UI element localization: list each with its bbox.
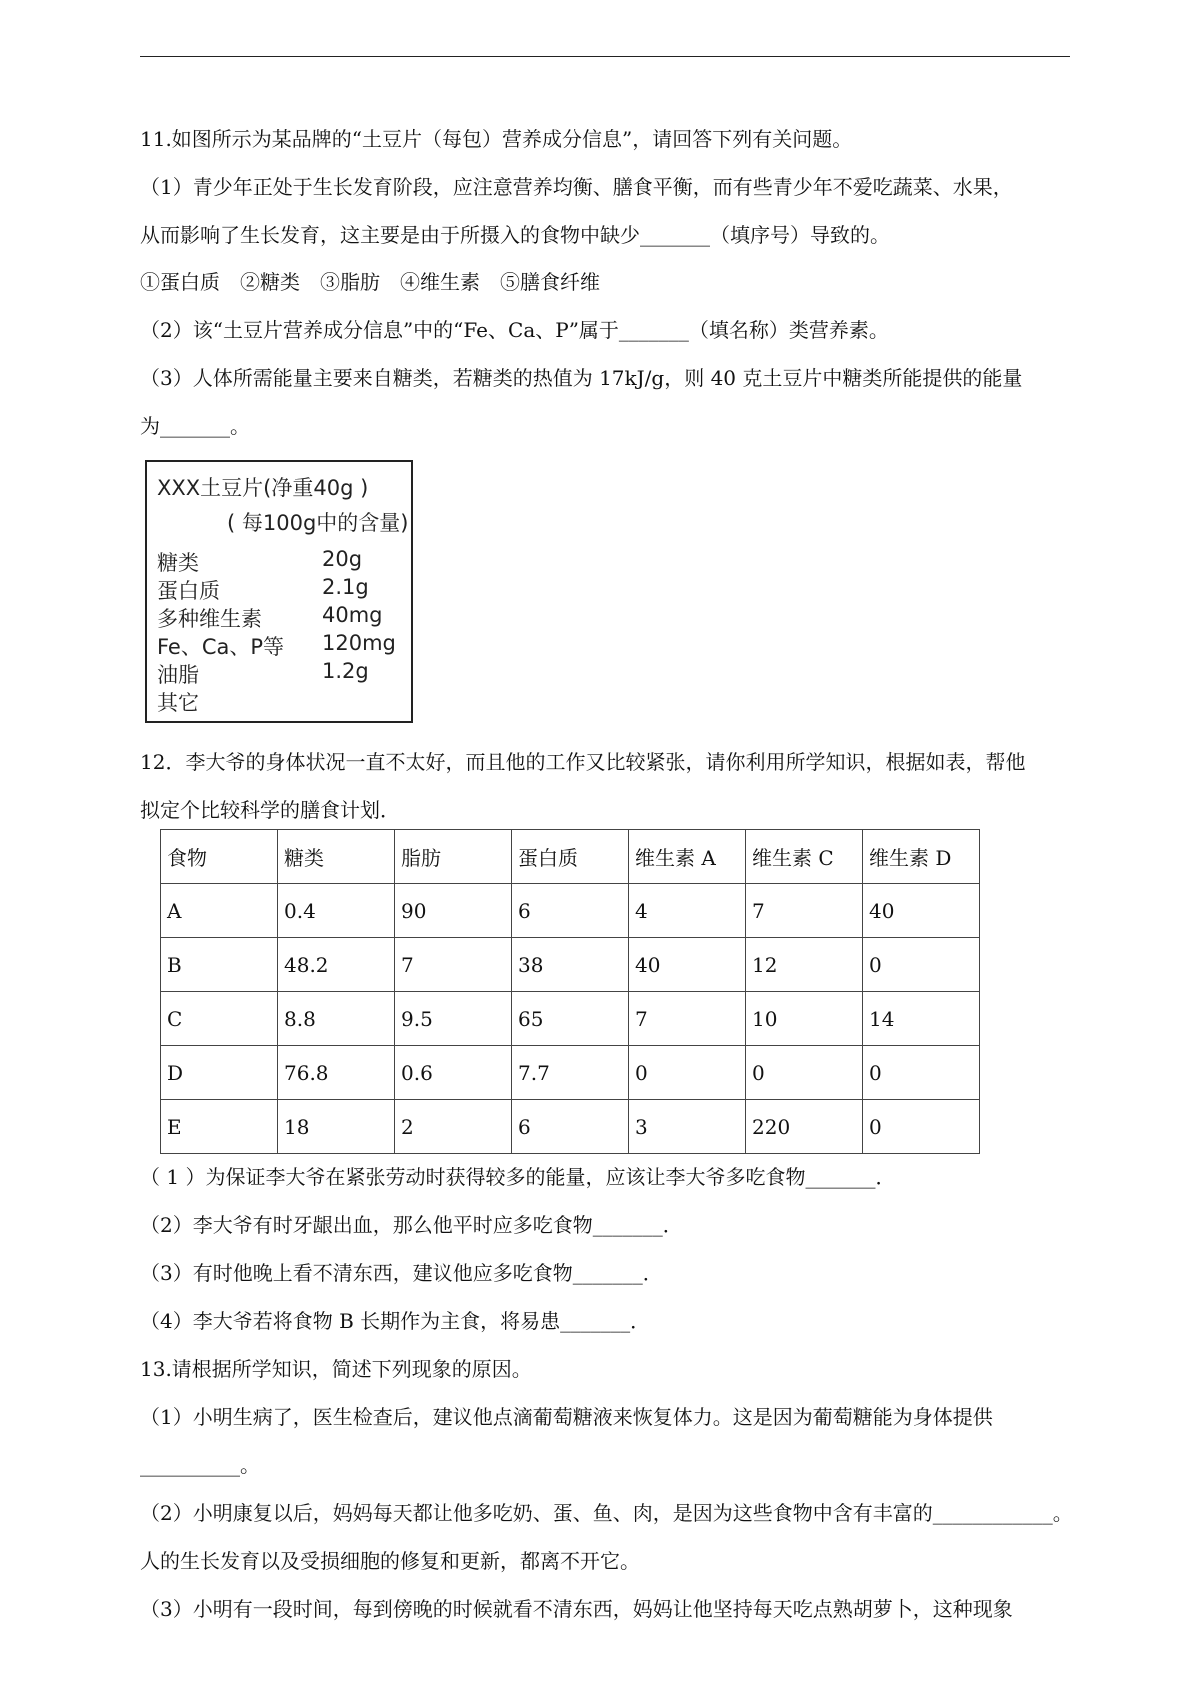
label-row-value: 1.2g [322, 659, 369, 683]
q11-title: 11.如图所示为某品牌的“土豆片（每包）营养成分信息”，请回答下列有关问题。 [140, 127, 853, 151]
table-cell: 3 [629, 1100, 746, 1154]
q11-part1-line1: （1）青少年正处于生长发育阶段，应注意营养均衡、膳食平衡，而有些青少年不爱吃蔬菜、水果， [140, 175, 1013, 199]
label-row-name: 其它 [157, 691, 199, 715]
label-row-value: 120mg [322, 631, 396, 655]
label-row-value: 2.1g [322, 575, 369, 599]
label-row [157, 631, 407, 659]
table-cell: 7 [395, 938, 512, 992]
q11-part2: （2）该“土豆片营养成分信息”中的“Fe、Ca、P”属于_______（填名称）类营养素。 [140, 318, 889, 342]
table-cell: E [161, 1100, 278, 1154]
table-row [161, 884, 980, 938]
table-cell: 14 [863, 992, 980, 1046]
table-header-cell: 维生素 A [629, 830, 746, 884]
table-cell: 6 [512, 1100, 629, 1154]
q12-sub1: （ 1 ）为保证李大爷在紧张劳动时获得较多的能量，应该让李大爷多吃食物_______． [140, 1165, 896, 1189]
table-cell: C [161, 992, 278, 1046]
header-rule [140, 56, 1070, 57]
label-row-value: 40mg [322, 603, 383, 627]
q11-part3-line2: 为_______。 [140, 414, 250, 438]
q11-options: ①蛋白质 ②糖类 ③脂肪 ④维生素 ⑤膳食纤维 [140, 270, 600, 294]
table-cell: D [161, 1046, 278, 1100]
table-cell: 65 [512, 992, 629, 1046]
q13-part3-line1: （3）小明有一段时间，每到傍晚的时候就看不清东西，妈妈让他坚持每天吃点熟胡萝卜，这种现象 [140, 1597, 1013, 1621]
nutrition-label [145, 460, 413, 723]
label-row [157, 603, 407, 631]
table-cell: 0 [863, 938, 980, 992]
table-cell: 18 [278, 1100, 395, 1154]
table-header-cell: 糖类 [278, 830, 395, 884]
label-row [157, 687, 407, 715]
table-cell: 40 [629, 938, 746, 992]
label-row-name: 油脂 [157, 663, 199, 687]
table-row [161, 992, 980, 1046]
table-cell: 0 [863, 1100, 980, 1154]
q12-sub4: （4）李大爷若将食物 B 长期作为主食，将易患_______． [140, 1309, 651, 1333]
table-cell: 7 [746, 884, 863, 938]
table-row [161, 1100, 980, 1154]
q12-intro-line2: 拟定个比较科学的膳食计划． [140, 798, 400, 822]
q13-part2-line2: 人的生长发育以及受损细胞的修复和更新，都离不开它。 [140, 1549, 640, 1573]
label-title: XXX土豆片(净重40g ) [157, 476, 369, 500]
label-row-value: 20g [322, 547, 363, 571]
label-row [157, 547, 407, 575]
table-cell: 8.8 [278, 992, 395, 1046]
table-cell: 90 [395, 884, 512, 938]
table-cell: 40 [863, 884, 980, 938]
table-cell: 0 [629, 1046, 746, 1100]
table-cell: 76.8 [278, 1046, 395, 1100]
q12-sub3: （3）有时他晚上看不清东西，建议他应多吃食物_______． [140, 1261, 663, 1285]
food-nutrition-table [160, 829, 980, 1154]
table-cell: 0.6 [395, 1046, 512, 1100]
table-cell: 10 [746, 992, 863, 1046]
table-cell: 6 [512, 884, 629, 938]
table-cell: A [161, 884, 278, 938]
table-cell: 4 [629, 884, 746, 938]
q13-part1-line1: （1）小明生病了，医生检查后，建议他点滴葡萄糖液来恢复体力。这是因为葡萄糖能为身体提供 [140, 1405, 993, 1429]
table-cell: 0 [746, 1046, 863, 1100]
table-cell: 0 [863, 1046, 980, 1100]
table-cell: 12 [746, 938, 863, 992]
q11-part3-line1: （3）人体所需能量主要来自糖类，若糖类的热值为 17kJ/g，则 40 克土豆片中糖类所能提供的能量 [140, 366, 1023, 390]
table-header-cell: 维生素 C [746, 830, 863, 884]
q12-intro-line1: 12．李大爷的身体状况一直不太好，而且他的工作又比较紧张，请你利用所学知识，根据如表，帮他 [140, 750, 1026, 774]
table-cell: 7 [629, 992, 746, 1046]
table-cell: 0.4 [278, 884, 395, 938]
table-header-cell: 脂肪 [395, 830, 512, 884]
table-cell: 7.7 [512, 1046, 629, 1100]
table-cell: B [161, 938, 278, 992]
label-row-name: 多种维生素 [157, 607, 262, 631]
table-cell: 9.5 [395, 992, 512, 1046]
q13-part1-line2: __________。 [140, 1453, 260, 1477]
q11-part1-line2: 从而影响了生长发育，这主要是由于所摄入的食物中缺少_______（填序号）导致的。 [140, 223, 890, 247]
q13-part2-line1: （2）小明康复以后，妈妈每天都让他多吃奶、蛋、鱼、肉，是因为这些食物中含有丰富的____________。 [140, 1501, 1073, 1525]
q12-sub2: （2）李大爷有时牙龈出血，那么他平时应多吃食物_______． [140, 1213, 683, 1237]
label-subtitle: ( 每100g中的含量) [227, 511, 409, 535]
table-cell: 220 [746, 1100, 863, 1154]
label-row [157, 659, 407, 687]
table-cell: 48.2 [278, 938, 395, 992]
table-header-cell: 食物 [161, 830, 278, 884]
table-cell: 38 [512, 938, 629, 992]
label-row [157, 575, 407, 603]
table-row [161, 938, 980, 992]
table-header-cell: 蛋白质 [512, 830, 629, 884]
table-row [161, 1046, 980, 1100]
label-row-name: 糖类 [157, 551, 199, 575]
label-row-name: 蛋白质 [157, 579, 220, 603]
label-row-name: Fe、Ca、P等 [157, 635, 285, 659]
table-header-row [161, 830, 980, 884]
table-header-cell: 维生素 D [863, 830, 980, 884]
q13-title: 13.请根据所学知识，简述下列现象的原因。 [140, 1357, 532, 1381]
table-cell: 2 [395, 1100, 512, 1154]
